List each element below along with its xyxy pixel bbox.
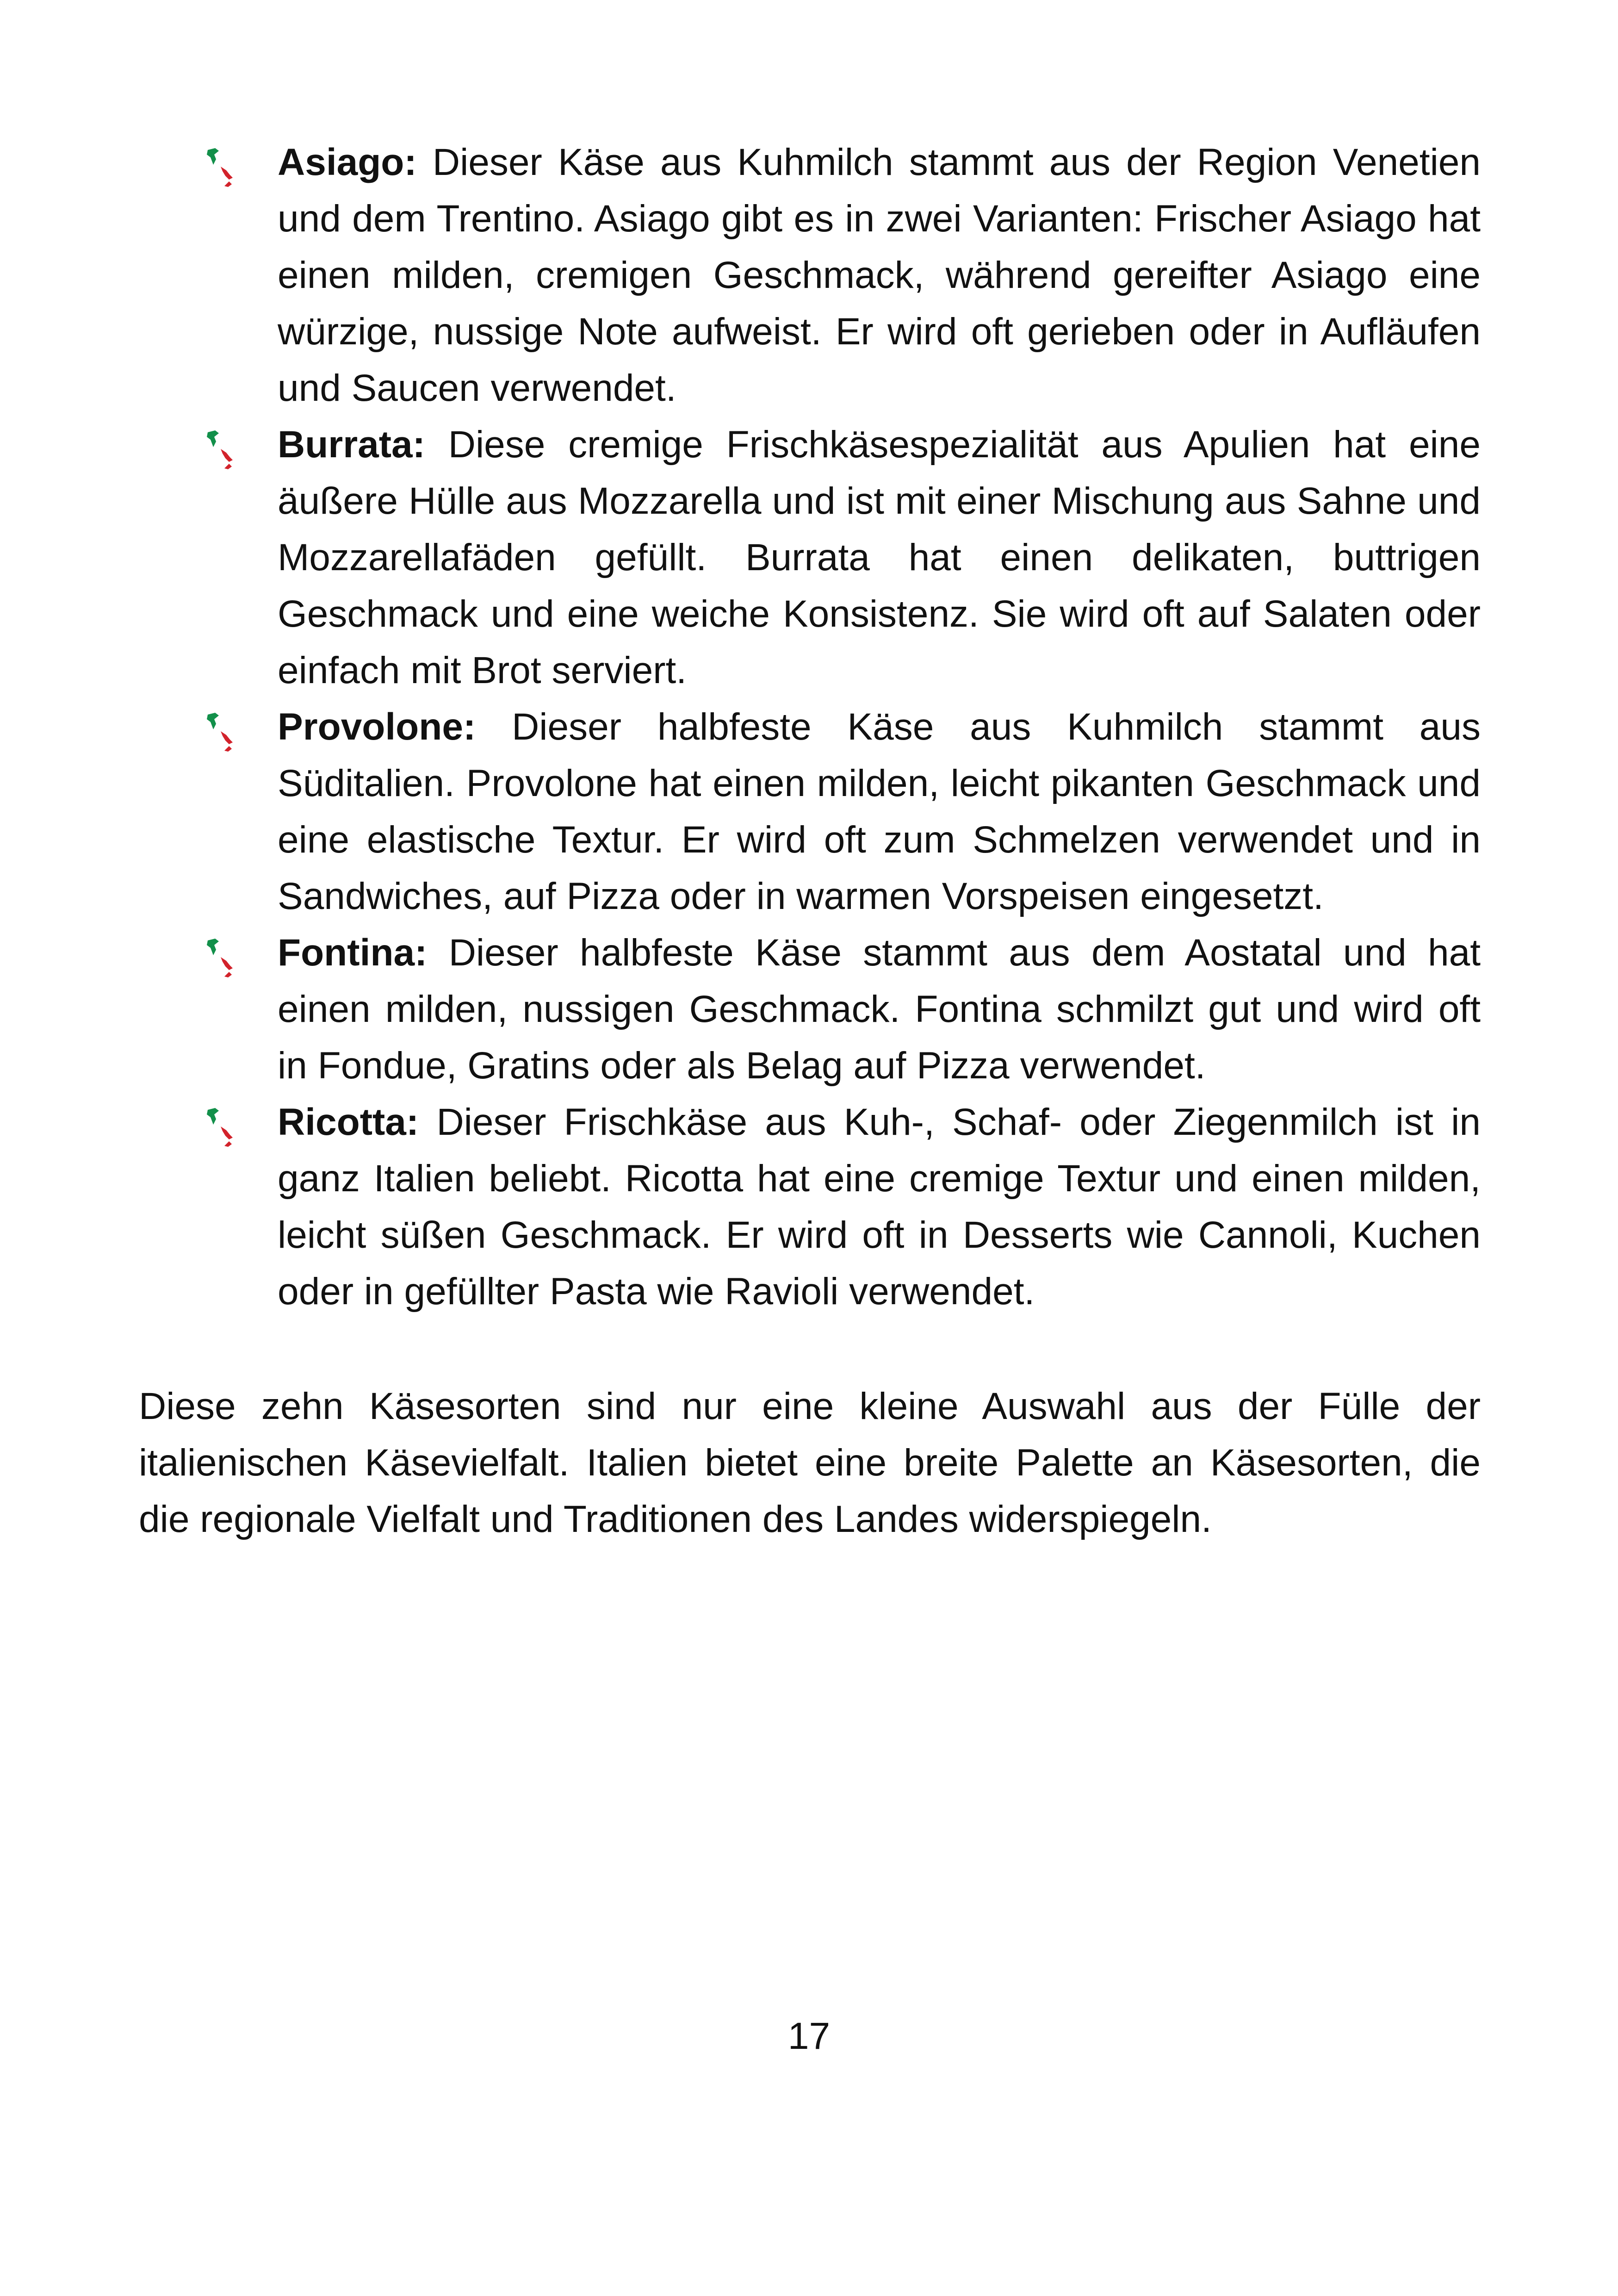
cheese-description: Dieser Käse aus Kuhmilch stammt aus der Region Venetien und dem Trentino. Asiago gibt es in zwei Varianten: Frischer Asiago hat einen milden, cremigen Geschmack, während gereifter Asiago eine würzige, nussige Note aufweist. Er wird oft gerieben oder in Aufläufen und Saucen verwendet.	[278, 141, 1481, 409]
cheese-description: Diese cremige Frischkäsespezialität aus Apulien hat eine äußere Hülle aus Mozzarella und ist mit einer Mischung aus Sahne und Mozzarellafäden gefüllt. Burrata hat einen delikaten, buttrigen Geschmack und eine weiche Konsistenz. Sie wird oft auf Salaten oder einfach mit Brot serviert.	[278, 423, 1481, 691]
cheese-description: Dieser halbfeste Käse aus Kuhmilch stammt aus Süditalien. Provolone hat einen milden, leicht pikanten Geschmack und eine elastische Textur. Er wird oft zum Schmelzen verwendet und in Sandwiches, auf Pizza oder in warmen Vorspeisen eingesetzt.	[278, 706, 1481, 917]
cheese-name: Burrata:	[278, 423, 425, 466]
page-number: 17	[787, 2015, 831, 2057]
cheese-name: Ricotta:	[278, 1101, 419, 1143]
cheese-name: Asiago:	[278, 141, 417, 183]
italy-map-icon	[202, 1104, 239, 1151]
closing-paragraph: Diese zehn Käsesorten sind nur eine kleine Auswahl aus der Fülle der italienischen Käsevielfalt. Italien bietet eine breite Palette an Käsesorten, die die regionale Vielfalt und Traditionen des Landes widerspiegeln.	[139, 1385, 1481, 1540]
list-item	[139, 417, 1481, 699]
page-body	[139, 134, 1481, 1586]
list-item	[139, 1094, 1481, 1320]
list-item	[139, 134, 1481, 417]
italy-map-icon	[202, 935, 239, 981]
cheese-description: Dieser Frischkäse aus Kuh-, Schaf- oder Ziegenmilch ist in ganz Italien beliebt. Ricotta hat eine cremige Textur und einen milden, leicht süßen Geschmack. Er wird oft in Desserts wie Cannoli, Kuchen oder in gefüllter Pasta wie Ravioli verwendet.	[278, 1101, 1481, 1313]
list-item	[139, 925, 1481, 1094]
cheese-list	[139, 134, 1481, 1320]
list-item	[139, 699, 1481, 925]
cheese-name: Fontina:	[278, 932, 428, 974]
cheese-description: Dieser halbfeste Käse stammt aus dem Aostatal und hat einen milden, nussigen Geschmack. Fontina schmilzt gut und wird oft in Fondue, Gratins oder als Belag auf Pizza verwendet.	[278, 932, 1481, 1087]
cheese-name: Provolone:	[278, 706, 476, 748]
italy-map-icon	[202, 144, 239, 191]
italy-map-icon	[202, 709, 239, 755]
italy-map-icon	[202, 427, 239, 473]
